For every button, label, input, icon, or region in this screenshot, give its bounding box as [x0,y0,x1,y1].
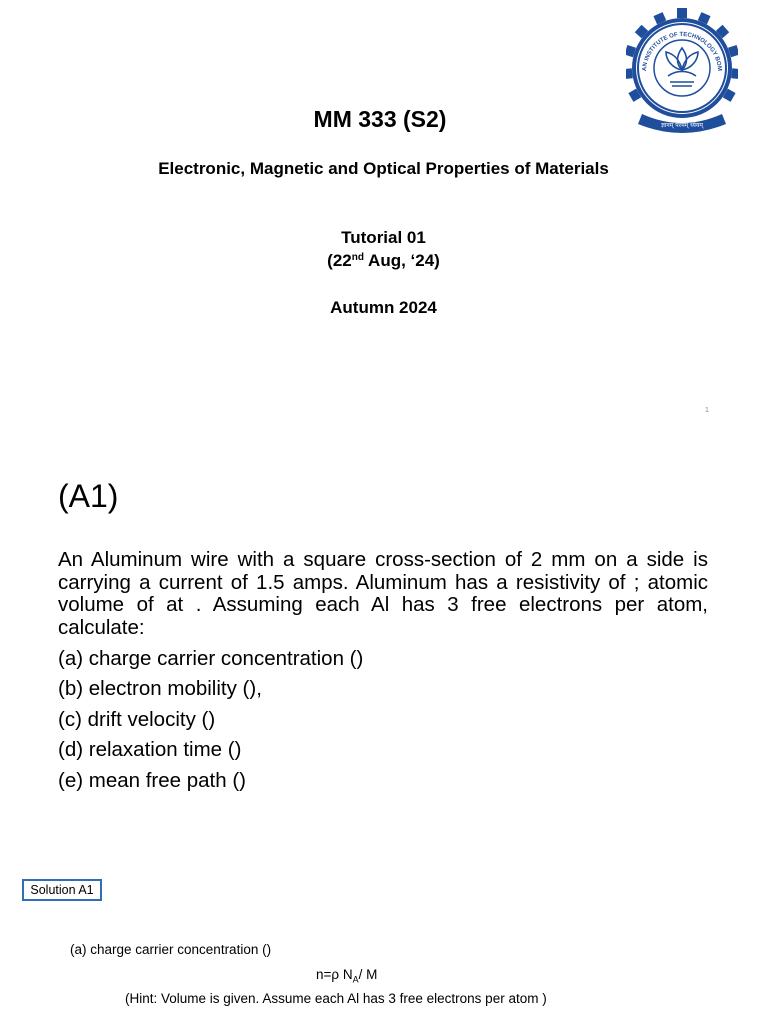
course-title: Electronic, Magnetic and Optical Properties of Materials [158,159,609,178]
sub-question-c: (c) drift velocity () [58,708,216,731]
logo-motto: ज्ञानम् परमम् ध्येयम् [661,122,703,129]
tutorial-title: Tutorial 01 [341,228,426,247]
formula-prefix: n=ρ N [316,967,353,982]
date-suffix: Aug, ‘24) [363,251,440,270]
sub-question-d: (d) relaxation time () [58,738,242,761]
sub-question-b: (b) electron mobility (), [58,677,262,700]
formula-suffix: / M [358,967,378,982]
formula-subscript: A [352,974,359,985]
question-heading: (A1) [58,478,119,514]
carrier-concentration-formula [316,967,377,985]
page-number: 1 [705,407,709,414]
sub-question-e: (e) mean free path () [58,769,246,792]
date-ordinal: nd [351,252,364,263]
sub-question-a: (a) charge carrier concentration () [58,647,364,670]
course-code: MM 333 (S2) [313,106,447,132]
semester: Autumn 2024 [330,298,437,317]
problem-statement: An Aluminum wire with a square cross-section of 2 mm on a side is carrying a current of 1.5 amps. Aluminum has a resistivity of ; atomic volume of at . Assuming each Al has 3 free electrons per atom, calculate: [58,548,708,639]
solution-hint: (Hint: Volume is given. Assume each Al has 3 free electrons per atom ) [125,991,547,1006]
solution-label: Solution A1 [22,879,102,901]
solution-part-a: (a) charge carrier concentration () [70,942,272,957]
logo-ring-text: AN INSTITUTE OF TECHNOLOGY BOM [641,31,723,72]
date-prefix: (22 [327,251,352,270]
tutorial-date [0,251,767,271]
